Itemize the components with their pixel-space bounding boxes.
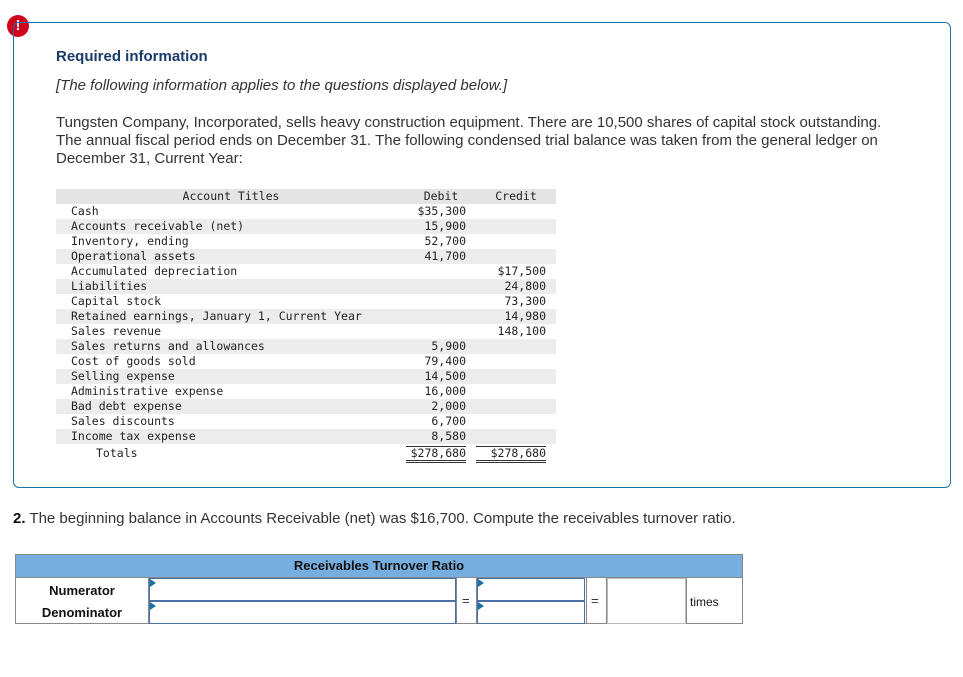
trial-balance-row [56,279,556,294]
account-title: Selling expense [71,369,175,383]
required-info-title: Required information [56,48,208,65]
debit-amount: 52,700 [424,234,466,248]
ratio-result-input[interactable] [607,578,686,624]
totals-label: Totals [96,446,138,460]
intro-paragraph: Tungsten Company, Incorporated, sells heavy construction equipment. There are 10,500 shares of capital stock outstanding. The annual fiscal period ends on December 31. The following condensed trial balance was taken from the general ledger on December 31, Current Year: [56,114,882,167]
account-title: Cash [71,204,99,218]
credit-amount: 14,980 [504,309,546,323]
trial-balance-row [56,309,556,324]
numerator-result-input[interactable] [477,578,585,601]
trial-balance-row [56,369,556,384]
numerator-input[interactable] [149,578,456,601]
question-text: The beginning balance in Accounts Receivable (net) was $16,700. Compute the receivables turnover ratio. [29,510,736,527]
account-title: Capital stock [71,294,162,308]
debit-amount: 16,000 [424,384,466,398]
credit-header: Credit [476,189,556,204]
account-title: Cost of goods sold [71,354,196,368]
trial-balance-table [56,189,556,461]
input-marker-icon [150,579,156,587]
account-title: Operational assets [71,249,196,263]
trial-balance-row [56,414,556,429]
divider [586,578,587,624]
question-2 [13,510,736,527]
account-title: Administrative expense [71,384,224,398]
alert-icon: ! [7,15,29,37]
trial-balance-row [56,384,556,399]
times-unit-label: times [690,595,719,609]
denominator-result-input[interactable] [477,601,585,624]
debit-amount: 15,900 [424,219,466,233]
required-info-subtitle: [The following information applies to the questions displayed below.] [56,77,508,94]
debit-amount: 41,700 [424,249,466,263]
trial-balance-row [56,429,556,444]
account-title: Accumulated depreciation [71,264,238,278]
account-title: Bad debt expense [71,399,182,413]
divider [686,578,687,624]
receivables-turnover-table [15,554,743,624]
equals-sign-2: = [591,593,599,608]
account-title: Sales discounts [71,414,175,428]
denominator-input[interactable] [149,601,456,624]
account-title: Liabilities [71,279,148,293]
question-number: 2. [13,510,26,527]
equals-sign-1: = [462,593,470,608]
debit-amount: 5,900 [431,339,466,353]
numerator-label: Numerator [49,583,115,598]
input-marker-icon [150,602,156,610]
trial-balance-row [56,354,556,369]
account-titles-header: Account Titles [56,189,406,204]
debit-amount: 2,000 [431,399,466,413]
trial-balance-row [56,219,556,234]
trial-balance-row [56,249,556,264]
trial-balance-row [56,324,556,339]
totals-row [56,446,556,461]
account-title: Income tax expense [71,429,196,443]
debit-amount: 6,700 [431,414,466,428]
credit-amount: 73,300 [504,294,546,308]
trial-balance-row [56,204,556,219]
account-title: Sales revenue [71,324,162,338]
account-title: Accounts receivable (net) [71,219,245,233]
account-title: Sales returns and allowances [71,339,265,353]
divider [456,578,457,624]
credit-amount: 24,800 [504,279,546,293]
trial-balance-row [56,399,556,414]
ratio-table-title: Receivables Turnover Ratio [16,555,742,578]
credit-amount: 148,100 [497,324,546,338]
trial-balance-row [56,234,556,249]
debit-amount: 79,400 [424,354,466,368]
debit-amount: $35,300 [417,204,466,218]
debit-amount: 14,500 [424,369,466,383]
trial-balance-row [56,294,556,309]
totals-debit: $278,680 [406,446,466,463]
denominator-label: Denominator [41,605,123,620]
account-title: Inventory, ending [71,234,189,248]
debit-amount: 8,580 [431,429,466,443]
totals-credit: $278,680 [476,446,546,463]
credit-amount: $17,500 [497,264,546,278]
debit-header: Debit [406,189,476,204]
trial-balance-row [56,264,556,279]
account-title: Retained earnings, January 1, Current Year [71,309,362,323]
input-marker-icon [478,602,484,610]
input-marker-icon [478,579,484,587]
trial-balance-header [56,189,556,204]
trial-balance-row [56,339,556,354]
